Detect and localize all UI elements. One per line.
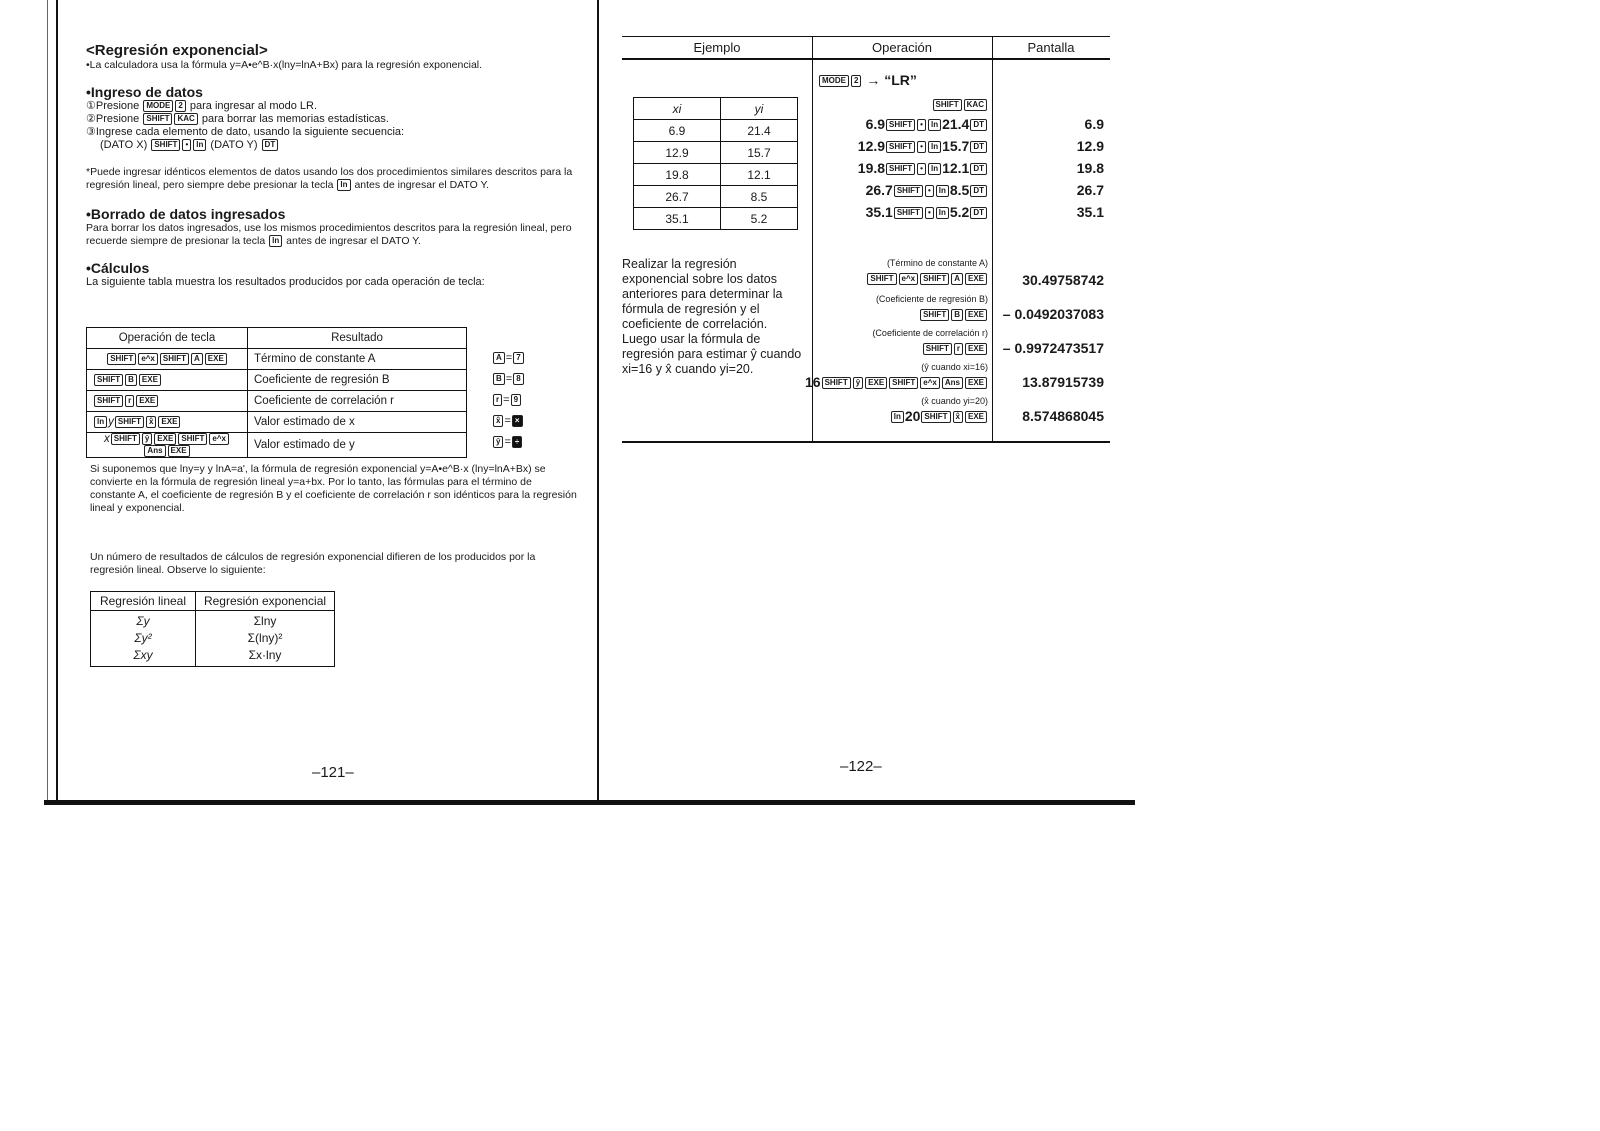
ingreso-sequence: (DATO X) SHIFT • ln (DATO Y) DT [86, 139, 586, 152]
borrado-heading: •Borrado de datos ingresados [86, 206, 286, 222]
clear-line: SHIFT KAC [932, 96, 988, 112]
shift-key: SHIFT [143, 113, 172, 125]
key-operation-table [86, 327, 467, 458]
data-table [633, 97, 798, 230]
calculos-heading: •Cálculos [86, 260, 150, 276]
ln-key: ln [337, 179, 350, 191]
table-row: ln y SHIFT x̂ EXE Valor estimado de x [87, 412, 467, 433]
table-row: 12.9 15.7 [634, 142, 798, 164]
result-keys: SHIFT r EXE [922, 340, 988, 356]
side-map-row: x̂ = × [492, 411, 525, 432]
compare-table: Regresión lineal Regresión exponencial Σy Σy² Σxy Σlny Σ(lny)² Σx·lny [90, 591, 335, 667]
display-value: 30.49758742 [1022, 272, 1104, 288]
page-title: <Regresión exponencial> [86, 42, 268, 59]
col-xi: xi [634, 98, 721, 120]
result-keys: SHIFT e^x SHIFT A EXE [866, 270, 988, 286]
col-exponencial: Regresión exponencial [196, 592, 335, 611]
page-divider [597, 0, 599, 802]
right-table-top-line [622, 36, 1110, 37]
result-keys: ln 20 SHIFT x̂ EXE [890, 408, 988, 424]
example-description: Realizar la regresión exponencial sobre los datos anteriores para determinar la fórmula de regresión y el coeficiente de correlación. Luego usar la fórmula de regresión para estimar ŷ cuando xi=16 y x̂ cuando yi=20. [622, 257, 802, 376]
calculos-intro: La siguiente tabla muestra los resultados producidos por cada operación de tecla: [86, 276, 485, 288]
entry-line: 35.1 SHIFT • ln 5.2 DT [866, 204, 988, 220]
entry-line: 19.8 SHIFT • ln 12.1 DT [858, 160, 988, 176]
left-page [86, 42, 586, 289]
ln-key: ln [269, 235, 282, 247]
display-value: 35.1 [1076, 204, 1104, 220]
side-map-row: ŷ = ÷ [492, 432, 525, 453]
right-table-bottom-line [622, 441, 1110, 443]
left-margin-line [56, 0, 58, 800]
result-keys: SHIFT B EXE [919, 306, 988, 322]
page-number-right: –122– [840, 758, 882, 775]
table-row: 26.7 8.5 [634, 186, 798, 208]
bottom-border [44, 800, 1135, 805]
col-lineal: Regresión lineal [91, 592, 196, 611]
kac-key: KAC [174, 113, 197, 125]
two-key: 2 [175, 100, 185, 112]
display-value: 6.9 [1084, 116, 1104, 132]
result-keys: 16 SHIFT ŷ EXE SHIFT e^x Ans EXE [805, 374, 988, 390]
table-row: SHIFT B EXE Coeficiente de regresión B [87, 370, 467, 391]
col-operacion: Operación de tecla [87, 328, 248, 349]
display-value: 8.574868045 [1022, 408, 1104, 424]
formula-intro: •La calculadora usa la fórmula y=A•e^B·x(lny=lnA+Bx) para la regresión exponencial. [86, 59, 483, 71]
table-row: 35.1 5.2 [634, 208, 798, 230]
right-col-divider-2 [992, 36, 993, 442]
data-table-wrap [633, 97, 798, 230]
display-value: – 0.0492037083 [1002, 306, 1104, 322]
ingreso-note: *Puede ingresar idénticos elementos de datos usando los dos procedimientos similares descritos para la regresión lineal, pero siempre debe presionar la tecla ln antes de ingresar el DATO Y. [86, 166, 573, 191]
col-resultado: Resultado [248, 328, 467, 349]
result-note: (Término de constante A) [886, 258, 988, 268]
col-ejemplo: Ejemplo [693, 40, 741, 55]
comma-key: • [182, 139, 191, 151]
col-pantalla: Pantalla [1027, 40, 1075, 55]
table-row: x SHIFT ŷ EXE SHIFT e^xAns EXE Valor estimado de y [87, 433, 467, 458]
side-map-row: r = 9 [492, 390, 525, 411]
shift-key: SHIFT [151, 139, 180, 151]
result-note: (ŷ cuando xi=16) [921, 362, 988, 372]
display-value: 12.9 [1076, 138, 1104, 154]
dt-key: DT [262, 139, 279, 151]
table-row: 19.8 12.1 [634, 164, 798, 186]
side-map-row: A = 7 [492, 348, 525, 369]
col-operacion: Operación [872, 40, 932, 55]
side-key-map [492, 348, 525, 453]
operation-column [805, 60, 988, 440]
result-note: (Coeficiente de correlación r) [872, 328, 988, 338]
result-note: (Coeficiente de regresión B) [875, 294, 988, 304]
ln-key: ln [193, 139, 206, 151]
key-operation-table-wrap [86, 327, 467, 458]
table-row: 6.9 21.4 [634, 120, 798, 142]
mode-key: MODE [143, 100, 173, 112]
ingreso-step-1: ①Presione MODE 2 para ingresar al modo LR. [86, 100, 318, 112]
paragraph-2: Un número de resultados de cálculos de regresión exponencial difieren de los producidos por la regresión lineal. Observe lo siguiente: [90, 551, 536, 576]
display-value: 19.8 [1076, 160, 1104, 176]
left-margin-line-thin [47, 0, 48, 800]
side-map-row: B = 8 [492, 369, 525, 390]
display-column [996, 60, 1104, 440]
page-number-left: –121– [312, 764, 354, 781]
display-value: – 0.9972473517 [1002, 340, 1104, 356]
display-value: 26.7 [1076, 182, 1104, 198]
ingreso-step-3: ③Ingrese cada elemento de dato, usando la siguiente secuencia: [86, 126, 405, 138]
paragraph-1: Si suponemos que lny=y y lnA=a', la fórmula de regresión exponencial y=A•e^B·x (lny=lnA+Bx) se convierte en la fórmula de regresión lineal y=a+bx. Por lo tanto, las fórmulas para el término de constante A, el coeficiente de regresión B y el coeficiente de correlación r son idénticos para la regresión lineal y exponencial. [90, 463, 577, 514]
mode-line: MODE 2 → “LR” [818, 72, 917, 88]
table-row: SHIFT r EXE Coeficiente de correlación r [87, 391, 467, 412]
ingreso-step-2: ②Presione SHIFT KAC para borrar las memorias estadísticas. [86, 113, 389, 125]
result-note: (x̂ cuando yi=20) [921, 396, 988, 406]
compare-table-wrap [90, 591, 335, 667]
col-yi: yi [721, 98, 798, 120]
entry-line: 6.9 SHIFT • ln 21.4 DT [866, 116, 988, 132]
table-row: SHIFT e^x SHIFT A EXE Término de constante A [87, 349, 467, 370]
entry-line: 26.7 SHIFT • ln 8.5 DT [866, 182, 988, 198]
entry-line: 12.9 SHIFT • ln 15.7 DT [858, 138, 988, 154]
borrado-text: Para borrar los datos ingresados, use los mismos procedimientos descritos para la regresión lineal, pero recuerde siempre de presionar la tecla ln antes de ingresar el DATO Y. [86, 222, 572, 247]
display-value: 13.87915739 [1022, 374, 1104, 390]
ingreso-heading: •Ingreso de datos [86, 84, 203, 100]
